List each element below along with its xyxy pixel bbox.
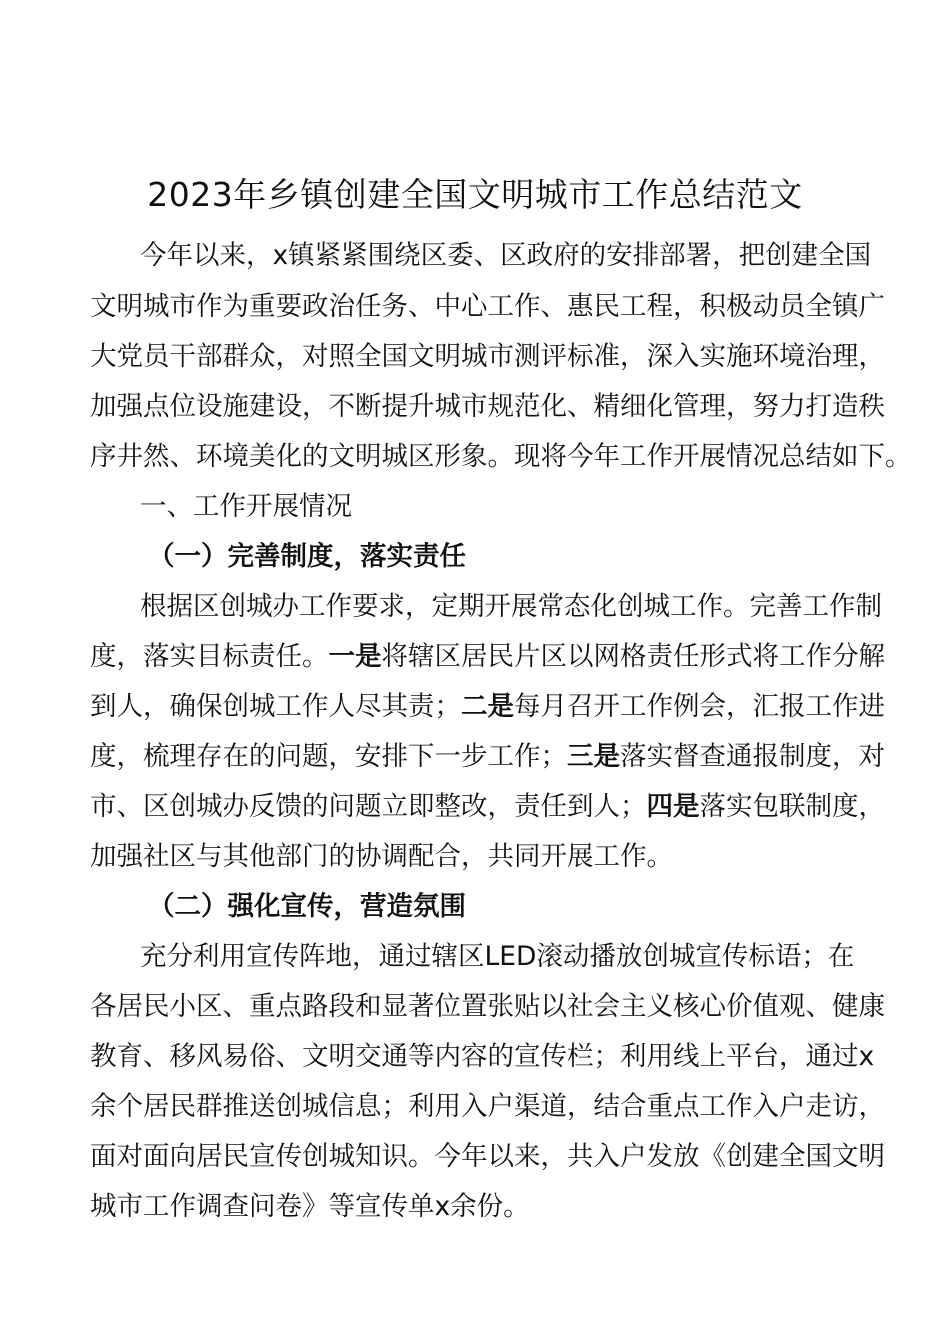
sub1-line-4	[90, 737, 885, 777]
sub1-line-5-text-a: 市、区创城办反馈的问题立即整改，责任到人；	[90, 791, 647, 822]
sub2-line-3: 教育、移风易俗、文明交通等内容的宣传栏；利用线上平台，通过x	[90, 1041, 875, 1072]
sub2-line-5: 面对面向居民宣传创城知识。今年以来，共入户发放《创建全国文明	[90, 1141, 885, 1172]
sub2-line-4: 余个居民群推送创城信息；利用入户渠道，结合重点工作入户走访，	[90, 1091, 885, 1122]
intro-line-2: 文明城市作为重要政治任务、中心工作、惠民工程，积极动员全镇广	[90, 291, 885, 322]
sub1-line-3-text-a: 到人，确保创城工作人尽其责；	[90, 691, 461, 722]
intro-line-5: 序井然、环境美化的文明城区形象。现将今年工作开展情况总结如下。	[90, 441, 912, 472]
sub1-line-3	[90, 687, 885, 727]
sub1-line-3-text-c: 每月召开工作例会，汇报工作进	[514, 691, 885, 722]
sub1-line-2-emphasis: 一是	[328, 641, 382, 672]
intro-line-3: 大党员干部群众，对照全国文明城市测评标准，深入实施环境治理，	[90, 341, 885, 372]
intro-line-4: 加强点位设施建设，不断提升城市规范化、精细化管理，努力打造秩	[90, 391, 885, 422]
sub1-line-1: 根据区创城办工作要求，定期开展常态化创城工作。完善工作制	[140, 591, 882, 622]
sub1-line-5-emphasis: 四是	[646, 791, 700, 822]
sub1-line-6: 加强社区与其他部门的协调配合，共同开展工作。	[90, 841, 673, 872]
intro-line-1: 今年以来，x镇紧紧围绕区委、区政府的安排部署，把创建全国	[140, 240, 872, 271]
subsection-2-heading: （二）强化宣传，营造氛围	[148, 891, 466, 922]
sub1-line-4-emphasis: 三是	[567, 741, 620, 772]
sub2-line-2: 各居民小区、重点路段和显著位置张贴以社会主义核心价值观、健康	[90, 991, 885, 1022]
sub1-line-2-text-a: 度，落实目标责任。	[90, 641, 329, 672]
sub1-line-5-text-c: 落实包联制度，	[699, 791, 885, 822]
sub1-line-2	[90, 637, 885, 677]
sub1-line-5	[90, 787, 885, 827]
sub1-line-3-emphasis: 二是	[461, 691, 514, 722]
sub2-line-6: 城市工作调查问卷》等宣传单x余份。	[90, 1191, 530, 1222]
sub2-line-1: 充分利用宣传阵地，通过辖区LED滚动播放创城宣传标语；在	[140, 941, 855, 972]
section-heading: 一、工作开展情况	[140, 491, 352, 522]
subsection-1-heading: （一）完善制度，落实责任	[148, 541, 466, 572]
sub1-line-2-text-c: 将辖区居民片区以网格责任形式将工作分解	[381, 641, 885, 672]
sub1-line-4-text-a: 度，梳理存在的问题，安排下一步工作；	[90, 741, 567, 772]
document-title: 2023年乡镇创建全国文明城市工作总结范文	[147, 175, 803, 214]
sub1-line-4-text-c: 落实督查通报制度，对	[620, 741, 885, 772]
